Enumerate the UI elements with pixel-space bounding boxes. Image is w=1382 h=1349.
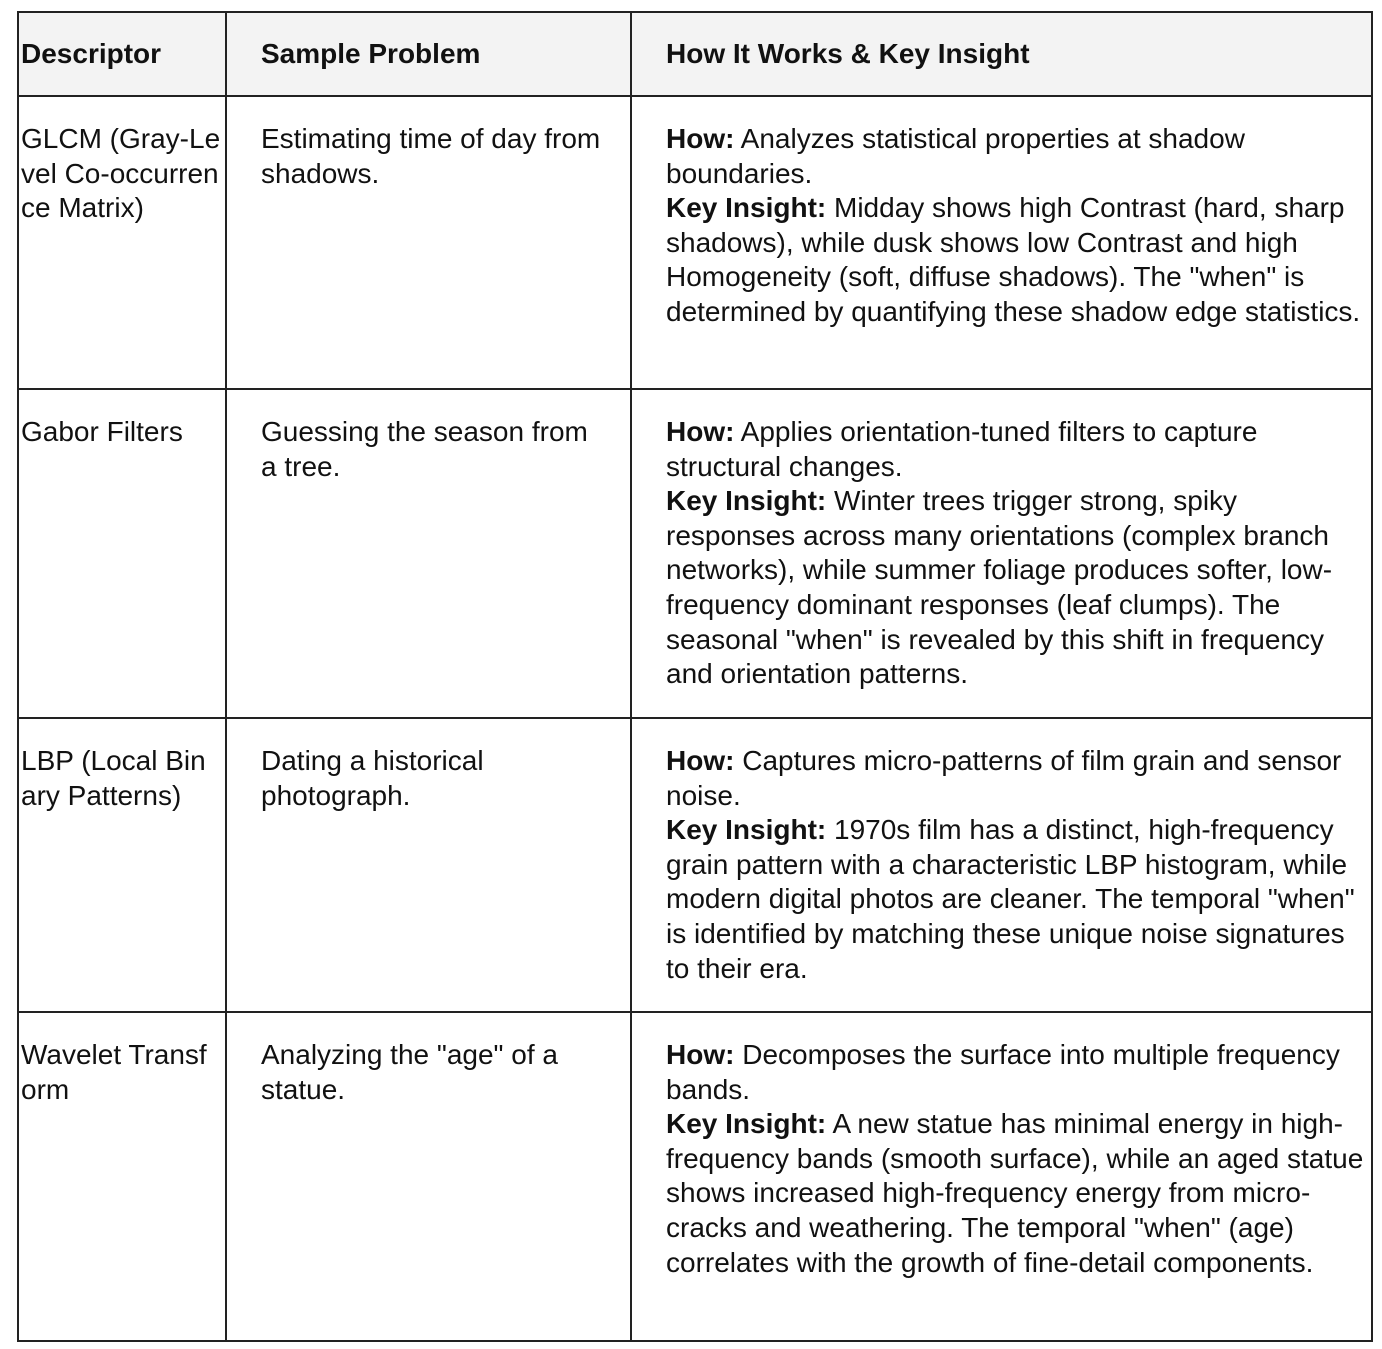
how-label: How: — [666, 1039, 735, 1070]
how-line — [666, 122, 1365, 191]
how-line — [666, 744, 1365, 813]
how-line — [666, 1038, 1365, 1107]
insight-label: Key Insight: — [666, 814, 827, 846]
insight-line — [666, 191, 1365, 329]
problem-cell: Dating a historical photograph. — [226, 718, 631, 1012]
problem-cell: Estimating time of day from shadows. — [226, 96, 631, 389]
table-row — [18, 718, 1372, 1012]
insight-line — [666, 813, 1365, 986]
insight-label: Key Insight: — [666, 1108, 827, 1140]
insight-line — [666, 1107, 1365, 1280]
table-row — [18, 96, 1372, 389]
insight-line — [666, 484, 1365, 692]
insight-text: A new statue has minimal energy in high-frequency bands (smooth surface), while an aged statue shows increased high-frequency energy from micro-cracks and weathering. The temporal "when" (age) correlates with the growth of fine-detail components. — [666, 1108, 1364, 1278]
how-insight-cell — [631, 96, 1372, 389]
how-label: How: — [666, 123, 735, 154]
insight-label: Key Insight: — [666, 192, 827, 224]
problem-cell: Analyzing the "age" of a statue. — [226, 1012, 631, 1341]
descriptor-table — [17, 11, 1373, 1342]
how-text: Analyzes statistical properties at shadow boundaries. — [666, 123, 1245, 189]
descriptor-cell: Gabor Filters — [18, 389, 226, 718]
descriptor-cell: Wavelet Transform — [18, 1012, 226, 1341]
how-insight-cell — [631, 1012, 1372, 1341]
insight-text: Winter trees trigger strong, spiky responses across many orientations (complex branch networks), while summer foliage produces softer, low-frequency dominant responses (leaf clumps). The seasonal "when" is revealed by this shift in frequency and orientation patterns. — [666, 485, 1333, 690]
how-text: Applies orientation-tuned filters to capture structural changes. — [666, 416, 1258, 482]
how-label: How: — [666, 416, 735, 447]
how-line — [666, 415, 1365, 484]
how-text: Decomposes the surface into multiple frequency bands. — [666, 1039, 1340, 1105]
insight-text: Midday shows high Contrast (hard, sharp shadows), while dusk shows low Contrast and high Homogeneity (soft, diffuse shadows). The "when" is determined by quantifying these shadow edge statistics. — [666, 192, 1361, 327]
descriptor-cell: LBP (Local Binary Patterns) — [18, 718, 226, 1012]
header-descriptor: Descriptor — [18, 12, 226, 96]
how-text: Captures micro-patterns of film grain and sensor noise. — [666, 745, 1342, 811]
descriptor-cell: GLCM (Gray-Level Co-occurrence Matrix) — [18, 96, 226, 389]
header-sample-problem: Sample Problem — [226, 12, 631, 96]
header-row — [18, 12, 1372, 96]
table-row — [18, 389, 1372, 718]
how-insight-cell — [631, 389, 1372, 718]
insight-text: 1970s film has a distinct, high-frequency grain pattern with a characteristic LBP histogram, while modern digital photos are cleaner. The temporal "when" is identified by matching these unique noise signatures to their era. — [666, 814, 1355, 984]
how-insight-cell — [631, 718, 1372, 1012]
how-label: How: — [666, 745, 735, 776]
insight-label: Key Insight: — [666, 485, 827, 517]
table-row — [18, 1012, 1372, 1341]
header-how-it-works: How It Works & Key Insight — [631, 12, 1372, 96]
problem-cell: Guessing the season from a tree. — [226, 389, 631, 718]
